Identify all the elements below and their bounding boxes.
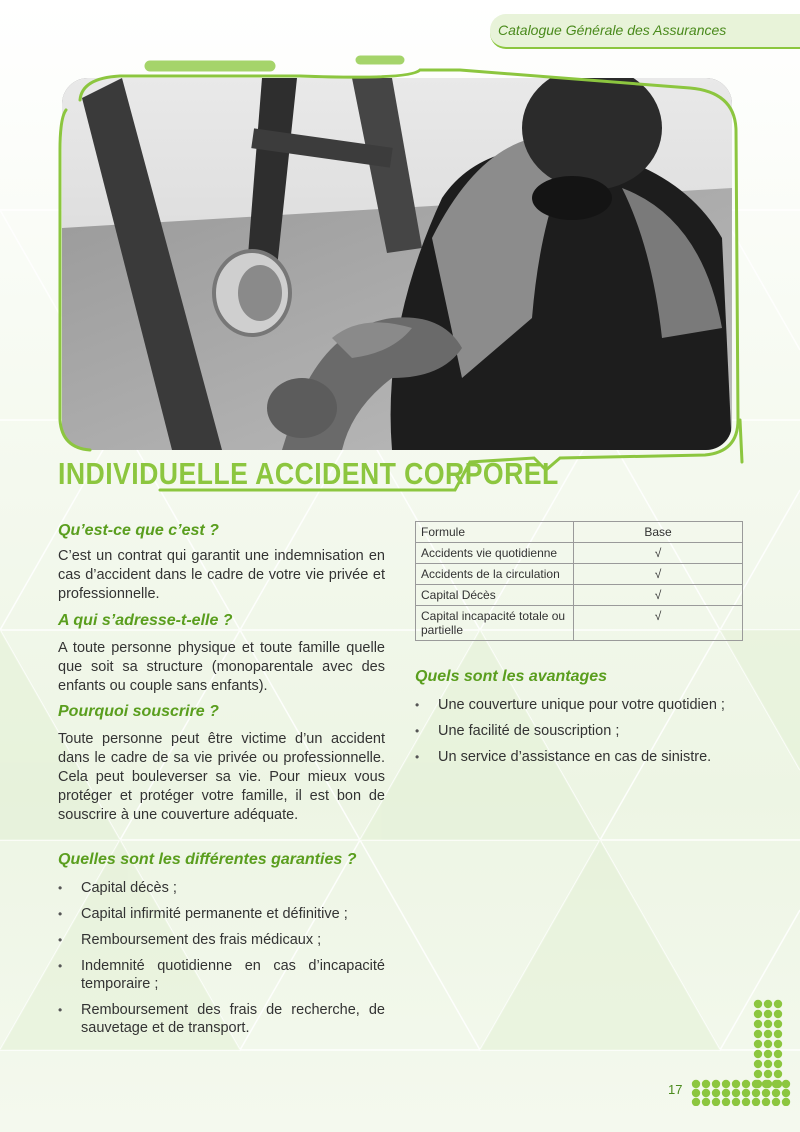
what-heading: Qu’est-ce que c’est ? <box>58 522 219 539</box>
decor-dot <box>732 1098 740 1106</box>
decor-dot <box>774 1070 782 1078</box>
decor-dot <box>742 1098 750 1106</box>
checkmark-cell: √ <box>574 564 743 585</box>
decor-dot <box>742 1080 750 1088</box>
decor-dot <box>754 1030 762 1038</box>
table-cell: Accidents vie quotidienne <box>416 543 574 564</box>
decor-dot <box>762 1098 770 1106</box>
list-item: • Un service d’assistance en cas de sinistre. <box>415 748 755 766</box>
decor-dot <box>772 1089 780 1097</box>
who-heading: A qui s’adresse-t-elle ? <box>58 612 233 629</box>
table-cell: Formule <box>416 522 574 543</box>
guarantees-heading: Quelles sont les différentes garanties ? <box>58 851 357 868</box>
decor-dot <box>782 1089 790 1097</box>
decor-dot <box>702 1089 710 1097</box>
decor-dot <box>774 1040 782 1048</box>
decor-dot <box>782 1080 790 1088</box>
decor-dot <box>764 1050 772 1058</box>
decor-dot <box>722 1080 730 1088</box>
table-row <box>416 543 743 564</box>
table-row <box>416 606 743 641</box>
formula-table-wrapper <box>415 521 743 641</box>
decor-dot <box>692 1089 700 1097</box>
advantages-list <box>415 696 755 766</box>
decor-dot <box>764 1000 772 1008</box>
section-who <box>58 612 385 696</box>
page-title: INDIVIDUELLE ACCIDENT CORPOREL <box>58 456 559 491</box>
man-holding-knee-photo <box>62 78 732 450</box>
checkmark-cell: √ <box>574 606 743 641</box>
decor-dot <box>754 1060 762 1068</box>
catalogue-header-tab <box>490 14 800 49</box>
section-guarantees <box>58 851 385 1037</box>
decor-dot <box>712 1080 720 1088</box>
decor-dot <box>764 1060 772 1068</box>
decor-dot <box>752 1080 760 1088</box>
table-row <box>416 564 743 585</box>
decor-dot <box>754 1050 762 1058</box>
decor-dot <box>764 1030 772 1038</box>
why-heading: Pourquoi souscrire ? <box>58 703 219 720</box>
decor-dot <box>774 1030 782 1038</box>
section-why <box>58 703 385 825</box>
decor-dot <box>702 1098 710 1106</box>
decor-dot <box>772 1080 780 1088</box>
table-header-row <box>416 522 743 543</box>
photo-illustration <box>62 78 732 450</box>
decor-dot <box>774 1060 782 1068</box>
page-number: 17 <box>668 1082 683 1097</box>
who-text: A toute personne physique et toute famille quelle que soit sa structure (monoparentale avec des enfants ou couple sans enfants). <box>58 640 385 694</box>
decor-dot <box>702 1080 710 1088</box>
decor-dot <box>752 1098 760 1106</box>
guarantees-list <box>58 879 385 1037</box>
decor-dot <box>752 1089 760 1097</box>
decor-dot <box>762 1080 770 1088</box>
list-item: • Capital infirmité permanente et définitive ; <box>58 905 385 923</box>
decor-dot <box>754 1020 762 1028</box>
list-item: • Capital décès ; <box>58 879 385 897</box>
decor-dot <box>712 1098 720 1106</box>
decor-dot <box>754 1000 762 1008</box>
decor-dot <box>754 1010 762 1018</box>
list-item: • Indemnité quotidienne en cas d’incapacité temporaire ; <box>58 957 385 993</box>
catalogue-title: Catalogue Générale des Assurances <box>498 22 727 38</box>
table-cell: Capital incapacité totale ou partielle <box>416 606 574 641</box>
decor-dot <box>692 1098 700 1106</box>
decor-dot <box>712 1089 720 1097</box>
advantages-heading: Quels sont les avantages <box>415 668 608 685</box>
section-what <box>58 522 385 604</box>
decor-dot <box>774 1020 782 1028</box>
decor-dot <box>764 1020 772 1028</box>
list-item: • Une facilité de souscription ; <box>415 722 755 740</box>
decor-dot <box>732 1080 740 1088</box>
decor-dot <box>772 1098 780 1106</box>
section-advantages <box>415 668 755 766</box>
table-cell: Capital Décès <box>416 585 574 606</box>
decor-dot <box>722 1089 730 1097</box>
decor-dot <box>762 1089 770 1097</box>
why-text: Toute personne peut être victime d’un accident dans le cadre de sa vie privée ou professionnelle. Cela peut bouleverser sa vie. Pour mieux vous protéger et protéger votre famille, il est bon de souscrire à une couverture adéquate. <box>58 731 385 823</box>
decor-dot <box>764 1040 772 1048</box>
table-row <box>416 585 743 606</box>
checkmark-cell: √ <box>574 543 743 564</box>
table-cell: Accidents de la circulation <box>416 564 574 585</box>
decor-dot <box>764 1010 772 1018</box>
decor-dot <box>692 1080 700 1088</box>
decor-dot <box>774 1050 782 1058</box>
decor-dot <box>774 1010 782 1018</box>
decor-dot <box>754 1070 762 1078</box>
decor-dot <box>782 1098 790 1106</box>
decor-dot <box>754 1040 762 1048</box>
what-text: C’est un contrat qui garantit une indemnisation en cas d’accident dans le cadre de votre vie privée et professionnelle. <box>58 548 385 602</box>
decor-dot <box>742 1089 750 1097</box>
list-item: • Remboursement des frais de recherche, de sauvetage et de transport. <box>58 1001 385 1037</box>
formula-table <box>415 521 743 641</box>
dot-pattern-decoration <box>688 996 800 1106</box>
decor-dot <box>764 1070 772 1078</box>
list-item: • Une couverture unique pour votre quotidien ; <box>415 696 755 714</box>
table-cell: Base <box>574 522 743 543</box>
decor-dot <box>722 1098 730 1106</box>
list-item: • Remboursement des frais médicaux ; <box>58 931 385 949</box>
checkmark-cell: √ <box>574 585 743 606</box>
decor-dot <box>732 1089 740 1097</box>
decor-dot <box>774 1000 782 1008</box>
